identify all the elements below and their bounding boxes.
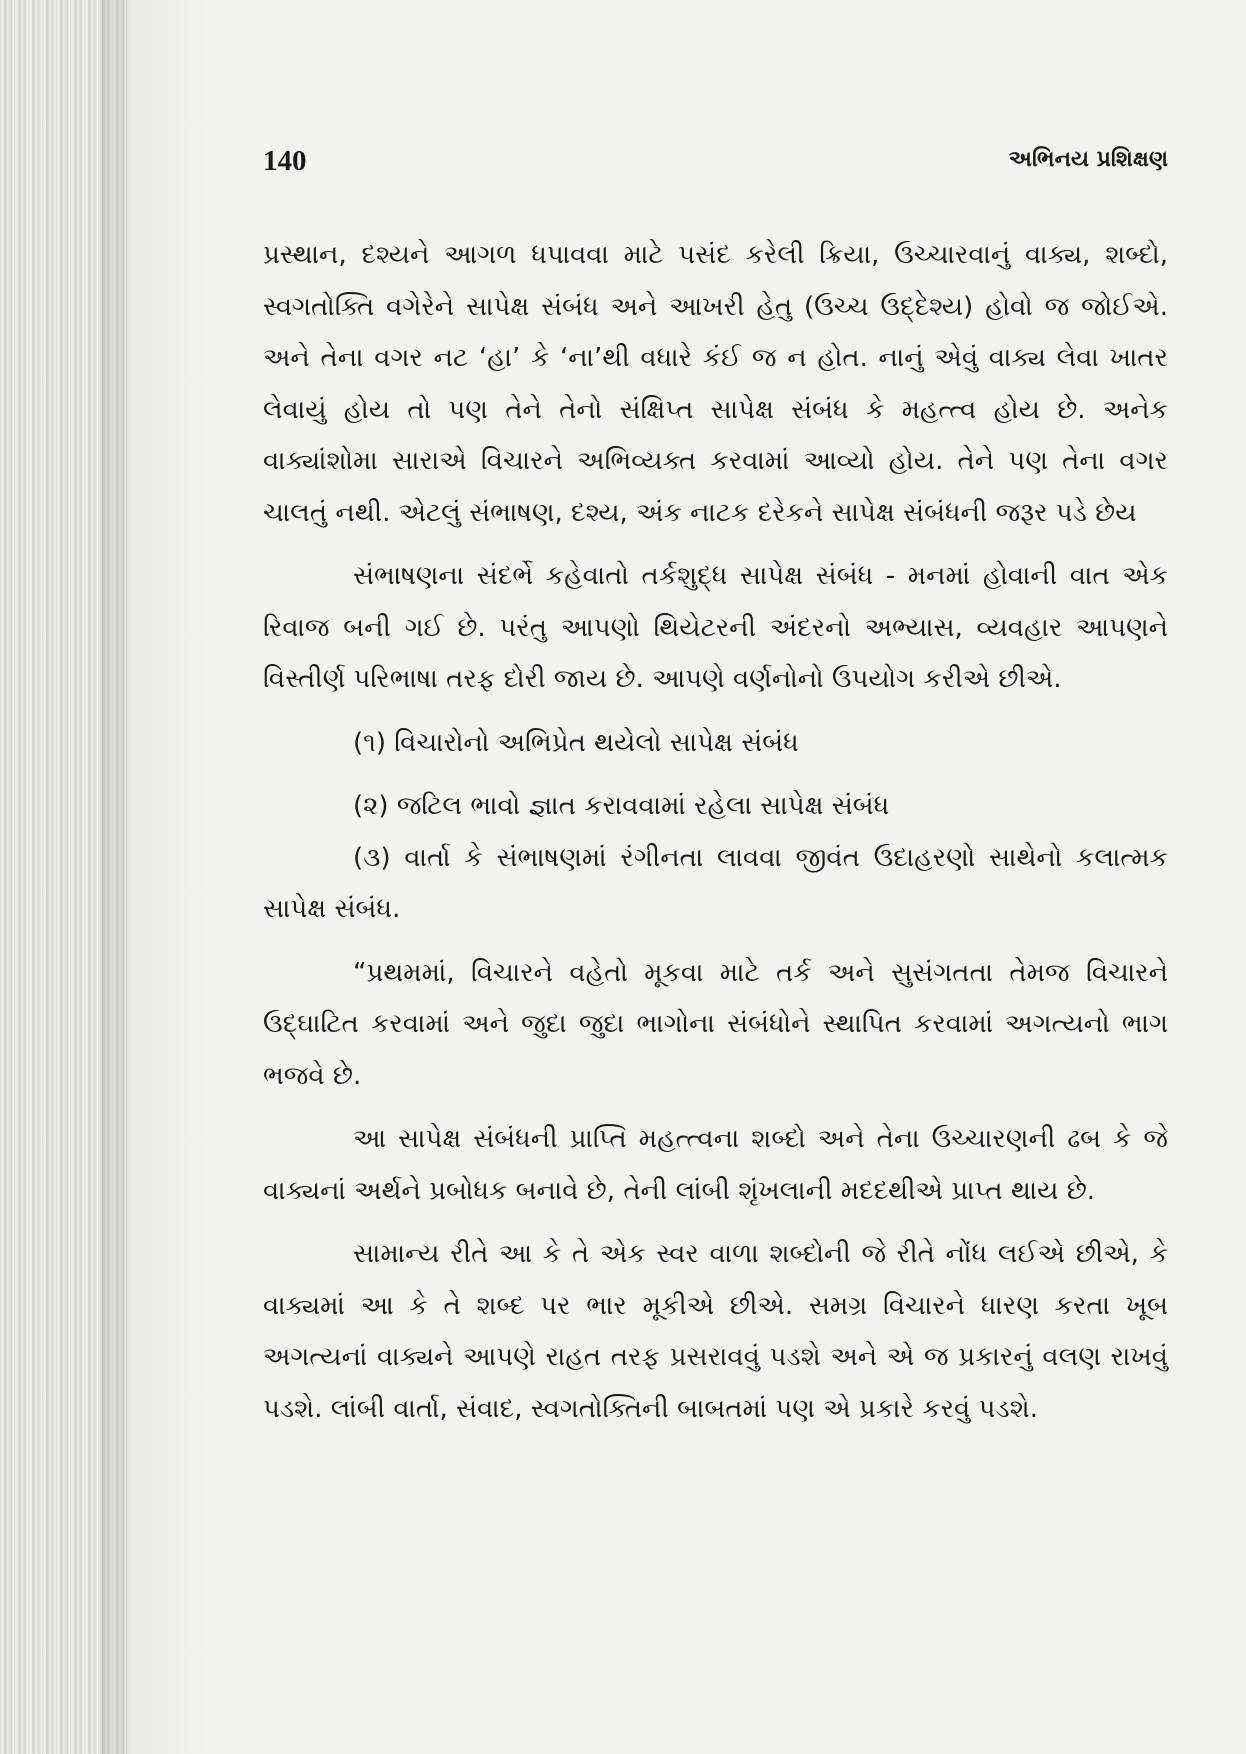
- paragraph-2: સંભાષણના સંદર્ભે કહેવાતો તર્કશુદ્ધ સાપેક્ષ સંબંધ - મનમાં હોવાની વાત એક રિવાજ બની ગઈ છે. પરંતુ આપણો થિયેટરની અંદરનો અભ્યાસ, વ્યવહાર આપણને વિસ્તીર્ણ પરિભાષા તરફ દોરી જાય છે. આપણે વર્ણનોનો ઉપયોગ કરીએ છીએ.: [263, 561, 1168, 694]
- page-number: 140: [263, 145, 307, 177]
- paragraph-1: પ્રસ્થાન, દશ્યને આગળ ધપાવવા માટે પસંદ કરેલી ક્રિયા, ઉચ્ચારવાનું વાક્ય, શબ્દો, સ્વગતોક્તિ વગેરેને સાપેક્ષ સંબંધ અને આખરી હેતુ (ઉચ્ચ ઉદ્દેશ્ય) હોવો જ જોઈએ. અને તેના વગર નટ ‘હા’ કે ‘ના’થી વધારે કંઈ જ ન હોત. નાનું એવું વાક્ય લેવા ખાતર લેવાયું હોય તો પણ તેને તેનો સંક્ષિપ્ત સાપેક્ષ સંબંધ કે મહત્ત્વ હોય છે. અનેક વાક્યાંશોમા સારાએ વિચારને અભિવ્યક્ત કરવામાં આવ્યો હોય. તેને પણ તેના વગર ચાલતું નથી. એટલું સંભાષણ, દશ્ય, અંક નાટક દરેકને સાપેક્ષ સંબંધની જરૂર પડે છેય: [263, 240, 1168, 528]
- list-item-2: (૨) જટિલ ભાવો જ્ઞાત કરાવવામાં રહેલા સાપેક્ષ સંબંધ: [353, 791, 890, 821]
- running-header: [263, 145, 1168, 185]
- list-item-3: (૩) વાર્તા કે સંભાષણમાં રંગીનતા લાવવા જીવંત ઉદાહરણો સાથેનો કલાત્મક સાપેક્ષ સંબંધ.: [263, 842, 1168, 924]
- book-title: અભિનય પ્રશિક્ષણ: [1008, 147, 1168, 172]
- list-item-1: (૧) વિચારોનો અભિપ્રેત થયેલો સાપેક્ષ સંબંધ: [353, 727, 799, 758]
- paragraph-3: “પ્રથમમાં, વિચારને વહેતો મૂકવા માટે તર્ક અને સુસંગતતા તેમજ વિચારને ઉદ્ઘાટિત કરવામાં અને જુદા જુદા ભાગોના સંબંધોને સ્થાપિત કરવામાં અગત્યનો ભાગ ભજવે છે.: [263, 957, 1168, 1091]
- paragraph-5: સામાન્ય રીતે આ કે તે એક સ્વર વાળા શબ્દોની જે રીતે નોંધ લઈએ છીએ, કે વાક્યમાં આ કે તે શબ્દ પર ભાર મૂકીએ છીએ. સમગ્ર વિચારને ધારણ કરતા ખૂબ અગત્યનાં વાક્યને આપણે રાહત તરફ પ્રસરાવવું પડશે અને એ જ પ્રકારનું વલણ રાખવું પડશે. લાંબી વાર્તા, સંવાદ, સ્વગતોક્તિની બાબતમાં પણ એ પ્રકારે કરવું પડશે.: [263, 1239, 1168, 1424]
- paragraph-4: આ સાપેક્ષ સંબંધની પ્રાપ્તિ મહત્ત્વના શબ્દો અને તેના ઉચ્ચારણની ઢબ કે જે વાક્યનાં અર્થને પ્રબોધક બનાવે છે, તેની લાંબી શૃંખલાની મદદથીએ પ્રાપ્ત થાય છે.: [263, 1124, 1168, 1206]
- body-text: [263, 230, 1168, 1435]
